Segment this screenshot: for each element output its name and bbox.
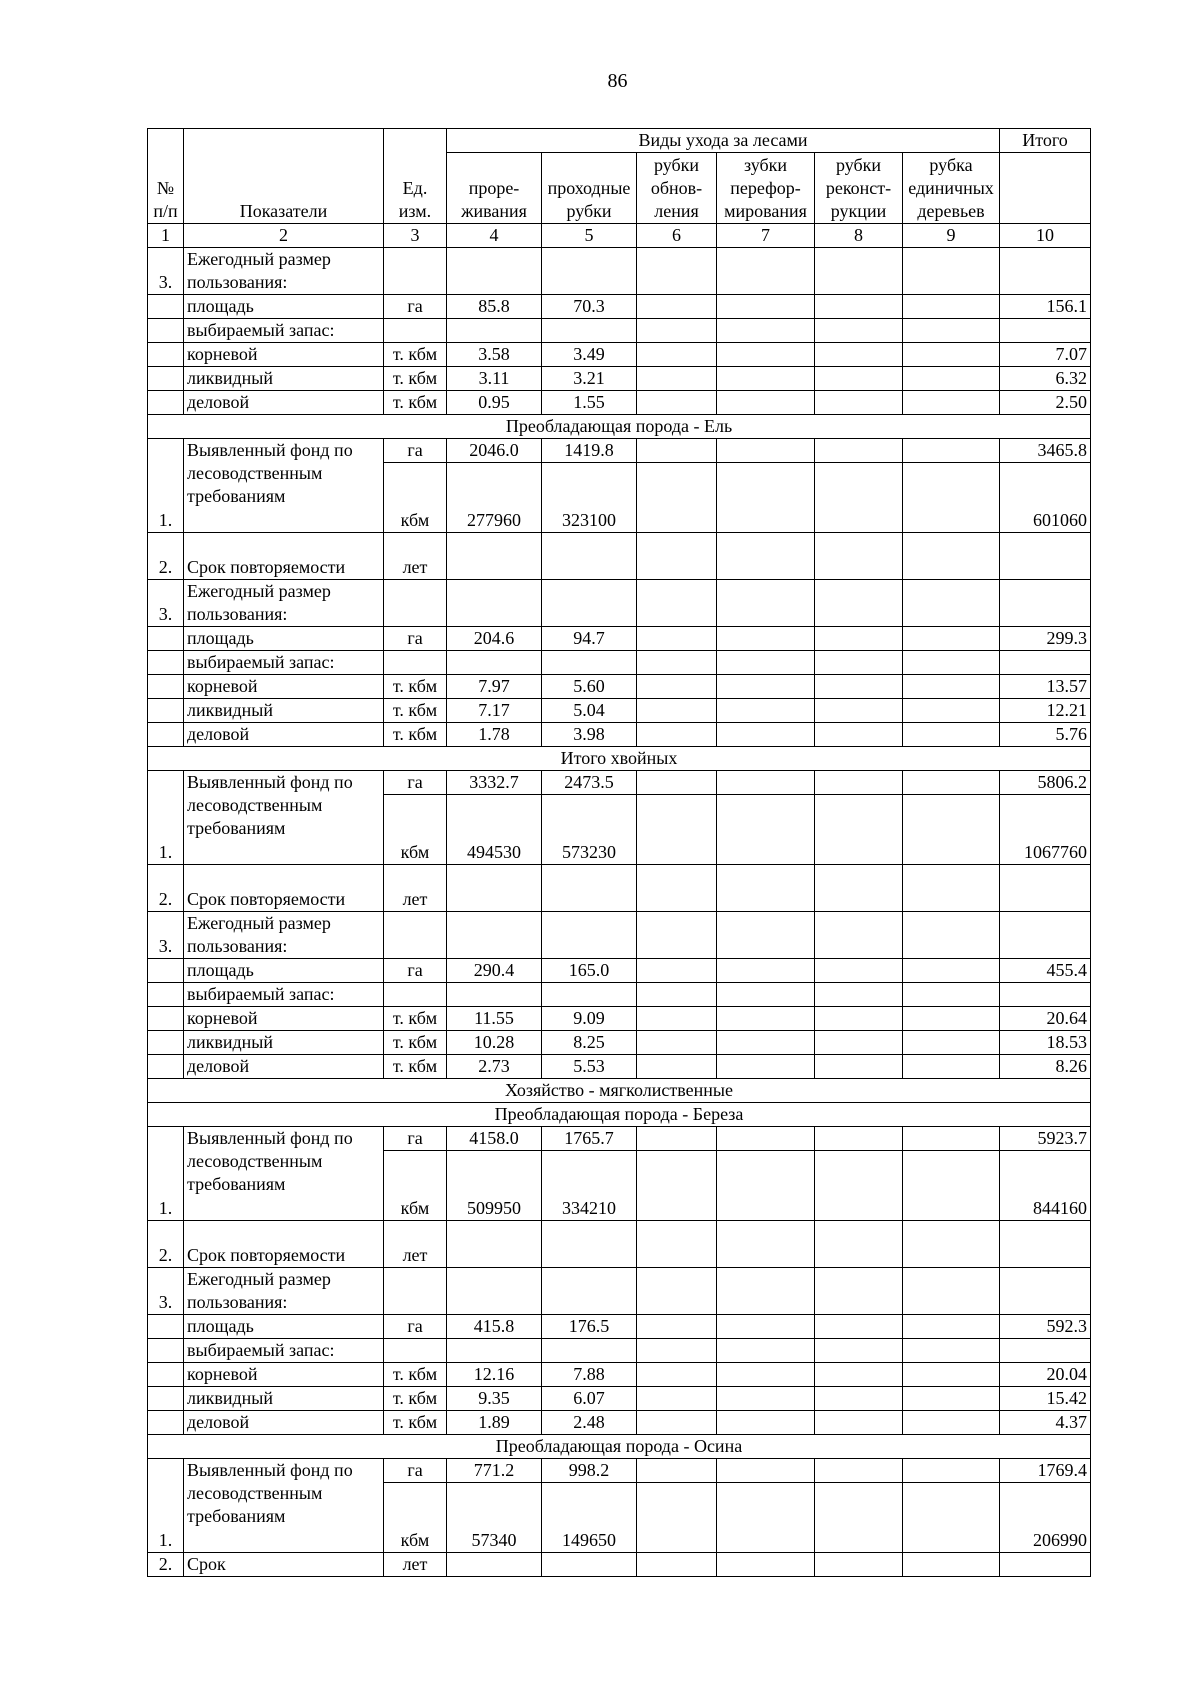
indicator-label: ликвидный [184, 699, 384, 723]
value-cell: 3.11 [447, 367, 542, 391]
row-number: 2. [148, 533, 184, 580]
indicator-label: Выявленный фонд по лесоводственным требованиям [184, 1459, 384, 1553]
value-cell: 509950 [447, 1151, 542, 1221]
table-row [148, 1387, 1091, 1411]
table-row [148, 319, 1091, 343]
value-cell: 7.17 [447, 699, 542, 723]
col-number: 9 [903, 224, 1000, 248]
row-number: 2. [148, 1221, 184, 1268]
table-row [148, 248, 1091, 295]
unit-cell: т. кбм [384, 723, 447, 747]
page-number: 86 [607, 70, 628, 92]
value-cell: 204.6 [447, 627, 542, 651]
total-cell: 3465.8 [1000, 439, 1091, 463]
header-col-indicators: Показатели [184, 129, 384, 224]
value-cell: 2473.5 [542, 771, 637, 795]
unit-cell: кбм [384, 1483, 447, 1553]
col-number: 1 [148, 224, 184, 248]
table-row [148, 1315, 1091, 1339]
indicator-label: деловой [184, 1055, 384, 1079]
value-cell: 771.2 [447, 1459, 542, 1483]
section-title-aspen: Преобладающая порода - Осина [148, 1435, 1091, 1459]
section-row [148, 1079, 1091, 1103]
table-row [148, 1339, 1091, 1363]
unit-cell: т. кбм [384, 343, 447, 367]
value-cell: 3.49 [542, 343, 637, 367]
value-cell: 2.48 [542, 1411, 637, 1435]
table-row [148, 439, 1091, 463]
table-row [148, 699, 1091, 723]
indicator-label: корневой [184, 1363, 384, 1387]
col-number: 6 [637, 224, 717, 248]
unit-cell: т. кбм [384, 1007, 447, 1031]
value-cell: 277960 [447, 463, 542, 533]
table-row [148, 1007, 1091, 1031]
section-title-spruce: Преобладающая порода - Ель [148, 415, 1091, 439]
col-number: 2 [184, 224, 384, 248]
header-subcol-total-empty [1000, 153, 1091, 224]
value-cell: 7.88 [542, 1363, 637, 1387]
total-cell: 4.37 [1000, 1411, 1091, 1435]
indicator-label: деловой [184, 723, 384, 747]
table-row [148, 627, 1091, 651]
total-cell: 12.21 [1000, 699, 1091, 723]
value-cell: 2.73 [447, 1055, 542, 1079]
section-title-conifers: Итого хвойных [148, 747, 1091, 771]
total-cell: 299.3 [1000, 627, 1091, 651]
unit-cell: га [384, 771, 447, 795]
value-cell: 3.58 [447, 343, 542, 367]
value-cell: 6.07 [542, 1387, 637, 1411]
unit-cell: т. кбм [384, 1363, 447, 1387]
row-number: 1. [148, 1459, 184, 1553]
indicator-label: Срок повторяемости [184, 533, 384, 580]
col-number: 7 [717, 224, 815, 248]
unit-cell: лет [384, 1553, 447, 1577]
value-cell: 149650 [542, 1483, 637, 1553]
total-cell: 5.76 [1000, 723, 1091, 747]
unit-cell: кбм [384, 463, 447, 533]
value-cell: 4158.0 [447, 1127, 542, 1151]
value-cell: 494530 [447, 795, 542, 865]
header-col-unit: Ед. изм. [384, 129, 447, 224]
section-title-birch: Преобладающая порода - Береза [148, 1103, 1091, 1127]
value-cell: 11.55 [447, 1007, 542, 1031]
indicator-label: Ежегодный размер пользования: [184, 1268, 384, 1315]
indicator-label: выбираемый запас: [184, 651, 384, 675]
table-row [148, 1363, 1091, 1387]
value-cell: 0.95 [447, 391, 542, 415]
value-cell: 323100 [542, 463, 637, 533]
indicator-label: ликвидный [184, 1387, 384, 1411]
section-row [148, 1103, 1091, 1127]
indicator-label: площадь [184, 295, 384, 319]
total-cell: 1769.4 [1000, 1459, 1091, 1483]
total-cell: 18.53 [1000, 1031, 1091, 1055]
unit-cell: га [384, 1127, 447, 1151]
table-row [148, 651, 1091, 675]
indicator-label: ликвидный [184, 367, 384, 391]
header-row-1 [148, 129, 1091, 153]
total-cell: 156.1 [1000, 295, 1091, 319]
value-cell: 415.8 [447, 1315, 542, 1339]
indicator-label: выбираемый запас: [184, 1339, 384, 1363]
table-row [148, 1268, 1091, 1315]
table-row [148, 533, 1091, 580]
value-cell: 9.09 [542, 1007, 637, 1031]
total-cell: 1067760 [1000, 795, 1091, 865]
indicator-label: площадь [184, 959, 384, 983]
value-cell: 1.55 [542, 391, 637, 415]
value-cell: 3.21 [542, 367, 637, 391]
table-row [148, 367, 1091, 391]
value-cell: 573230 [542, 795, 637, 865]
unit-cell: кбм [384, 795, 447, 865]
table-row [148, 983, 1091, 1007]
indicator-label: площадь [184, 1315, 384, 1339]
value-cell: 9.35 [447, 1387, 542, 1411]
value-cell: 1.89 [447, 1411, 542, 1435]
table-row [148, 580, 1091, 627]
row-number: 1. [148, 439, 184, 533]
row-number: 3. [148, 1268, 184, 1315]
col-number: 4 [447, 224, 542, 248]
table-row [148, 1031, 1091, 1055]
table-row [148, 1411, 1091, 1435]
table-row [148, 391, 1091, 415]
row-number: 2. [148, 1553, 184, 1577]
section-row [148, 415, 1091, 439]
unit-cell: га [384, 1459, 447, 1483]
header-subcol-passage: проходные рубки [542, 153, 637, 224]
row-number: 1. [148, 771, 184, 865]
total-cell: 601060 [1000, 463, 1091, 533]
row-number: 3. [148, 580, 184, 627]
value-cell: 8.25 [542, 1031, 637, 1055]
table-row [148, 723, 1091, 747]
header-group-title: Виды ухода за лесами [447, 129, 1000, 153]
value-cell: 165.0 [542, 959, 637, 983]
row-number: 2. [148, 865, 184, 912]
indicator-label: Срок [184, 1553, 384, 1577]
table-row [148, 1055, 1091, 1079]
total-cell: 2.50 [1000, 391, 1091, 415]
table-row [148, 1127, 1091, 1151]
total-cell: 5923.7 [1000, 1127, 1091, 1151]
header-subcol-renewal: рубки обнов-ления [637, 153, 717, 224]
header-col-no: № п/п [148, 129, 184, 224]
value-cell: 998.2 [542, 1459, 637, 1483]
col-number: 3 [384, 224, 447, 248]
value-cell: 1419.8 [542, 439, 637, 463]
indicator-label: корневой [184, 675, 384, 699]
indicator-label: Срок повторяемости [184, 865, 384, 912]
section-row [148, 747, 1091, 771]
value-cell: 5.04 [542, 699, 637, 723]
total-cell: 6.32 [1000, 367, 1091, 391]
unit-cell: лет [384, 865, 447, 912]
unit-cell: т. кбм [384, 1387, 447, 1411]
value-cell: 3.98 [542, 723, 637, 747]
unit-cell: т. кбм [384, 391, 447, 415]
value-cell: 1.78 [447, 723, 542, 747]
table-row [148, 675, 1091, 699]
value-cell: 290.4 [447, 959, 542, 983]
header-subcol-reformation: зубки перефор-мирования [717, 153, 815, 224]
table-row [148, 912, 1091, 959]
table-row [148, 959, 1091, 983]
row-number: 3. [148, 248, 184, 295]
unit-cell: га [384, 959, 447, 983]
total-cell: 15.42 [1000, 1387, 1091, 1411]
indicator-label: выбираемый запас: [184, 983, 384, 1007]
header-subcol-single-trees: рубка единичных деревьев [903, 153, 1000, 224]
header-subcol-thinning: проре-живания [447, 153, 542, 224]
unit-cell: т. кбм [384, 1411, 447, 1435]
table-row [148, 865, 1091, 912]
row-number: 1. [148, 1127, 184, 1221]
value-cell: 5.60 [542, 675, 637, 699]
value-cell: 1765.7 [542, 1127, 637, 1151]
unit-cell: га [384, 295, 447, 319]
header-subcol-reconstruction: рубки реконст-рукции [815, 153, 903, 224]
table-row [148, 343, 1091, 367]
indicator-label: ликвидный [184, 1031, 384, 1055]
indicator-label: Ежегодный размер пользования: [184, 912, 384, 959]
indicator-label: деловой [184, 391, 384, 415]
table-row [148, 295, 1091, 319]
indicator-label: деловой [184, 1411, 384, 1435]
unit-cell: лет [384, 533, 447, 580]
unit-cell: т. кбм [384, 1031, 447, 1055]
header-col-total: Итого [1000, 129, 1091, 153]
indicator-label: выбираемый запас: [184, 319, 384, 343]
forest-care-table [147, 128, 1091, 1577]
value-cell: 85.8 [447, 295, 542, 319]
total-cell: 206990 [1000, 1483, 1091, 1553]
table-row [148, 1553, 1091, 1577]
indicator-label: корневой [184, 1007, 384, 1031]
value-cell: 176.5 [542, 1315, 637, 1339]
value-cell: 10.28 [447, 1031, 542, 1055]
unit-cell: лет [384, 1221, 447, 1268]
value-cell: 12.16 [447, 1363, 542, 1387]
unit-cell: га [384, 627, 447, 651]
value-cell: 7.97 [447, 675, 542, 699]
value-cell: 334210 [542, 1151, 637, 1221]
unit-cell: т. кбм [384, 675, 447, 699]
value-cell: 94.7 [542, 627, 637, 651]
unit-cell: т. кбм [384, 367, 447, 391]
table-row [148, 1459, 1091, 1483]
col-number: 5 [542, 224, 637, 248]
col-number: 8 [815, 224, 903, 248]
total-cell: 7.07 [1000, 343, 1091, 367]
table-row [148, 771, 1091, 795]
value-cell: 2046.0 [447, 439, 542, 463]
unit-cell: т. кбм [384, 699, 447, 723]
indicator-label: площадь [184, 627, 384, 651]
section-row [148, 1435, 1091, 1459]
value-cell: 57340 [447, 1483, 542, 1553]
indicator-label: корневой [184, 343, 384, 367]
total-cell: 20.64 [1000, 1007, 1091, 1031]
section-title-softwood: Хозяйство - мягколиственные [148, 1079, 1091, 1103]
indicator-label: Ежегодный размер пользования: [184, 248, 384, 295]
unit-cell: т. кбм [384, 1055, 447, 1079]
header-numbers-row [148, 224, 1091, 248]
unit-cell: га [384, 439, 447, 463]
unit-cell: кбм [384, 1151, 447, 1221]
total-cell: 455.4 [1000, 959, 1091, 983]
col-number: 10 [1000, 224, 1091, 248]
indicator-label: Ежегодный размер пользования: [184, 580, 384, 627]
indicator-label: Выявленный фонд по лесоводственным требованиям [184, 439, 384, 533]
indicator-label: Выявленный фонд по лесоводственным требованиям [184, 771, 384, 865]
total-cell: 5806.2 [1000, 771, 1091, 795]
total-cell: 13.57 [1000, 675, 1091, 699]
indicator-label: Выявленный фонд по лесоводственным требованиям [184, 1127, 384, 1221]
value-cell: 70.3 [542, 295, 637, 319]
unit-cell: га [384, 1315, 447, 1339]
total-cell: 20.04 [1000, 1363, 1091, 1387]
table-row [148, 1221, 1091, 1268]
total-cell: 8.26 [1000, 1055, 1091, 1079]
indicator-label: Срок повторяемости [184, 1221, 384, 1268]
value-cell: 5.53 [542, 1055, 637, 1079]
total-cell: 592.3 [1000, 1315, 1091, 1339]
total-cell: 844160 [1000, 1151, 1091, 1221]
value-cell: 3332.7 [447, 771, 542, 795]
row-number: 3. [148, 912, 184, 959]
